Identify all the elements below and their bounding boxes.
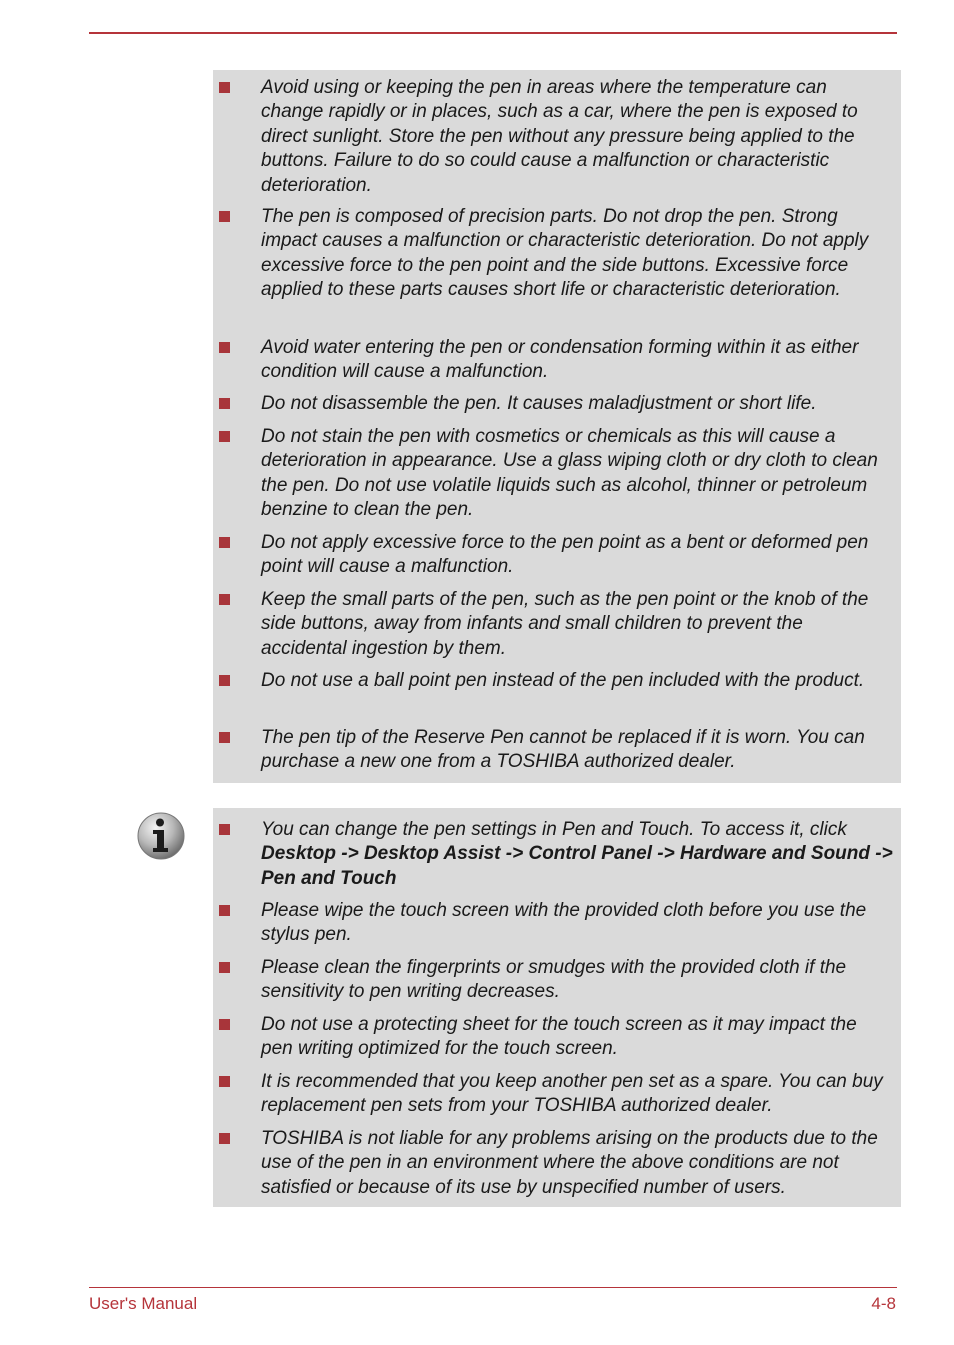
bullet-icon <box>219 398 230 409</box>
bullet-icon <box>219 1076 230 1087</box>
list-item <box>213 531 893 580</box>
list-item-text: The pen is composed of precision parts. Do not drop the pen. Strong impact causes a malfunction or characteristic deterioration. Do not apply excessive force to the pen point and the side buttons. Excessive force applied to these parts causes short life or characteristic deterioration. <box>261 206 869 301</box>
bullet-icon <box>219 594 230 605</box>
list-item-text: Do not use a protecting sheet for the touch screen as it may impact the pen writing optimized for the touch screen. <box>261 1014 857 1060</box>
footer-title: User's Manual <box>89 1294 198 1313</box>
list-item-text: Avoid using or keeping the pen in areas where the temperature can change rapidly or in places, such as a car, where the pen is exposed to direct sunlight. Store the pen without any pressure being applied to the buttons. Failure to do so could cause a malfunction or characteristic deterioration. <box>261 77 858 196</box>
bullet-icon <box>219 537 230 548</box>
caution-box <box>213 70 901 783</box>
list-item <box>213 818 893 891</box>
page-number: 4-8 <box>871 1294 896 1313</box>
menu-path: Desktop -> Desktop Assist -> Control Panel -> Hardware and Sound -> Pen and Touch <box>261 843 893 889</box>
list-item-text: You can change the pen settings in Pen and Touch. To access it, click <box>261 819 847 840</box>
list-item-text: TOSHIBA is not liable for any problems arising on the products due to the use of the pen in an environment where the above conditions are not satisfied or because of its use by unspecified number of users. <box>261 1128 878 1198</box>
bullet-icon <box>219 431 230 442</box>
header-rule <box>89 32 897 34</box>
list-item-text: Please clean the fingerprints or smudges with the provided cloth if the sensitivity to pen writing decreases. <box>261 957 847 1003</box>
list-item <box>213 336 893 385</box>
list-item-text: Do not use a ball point pen instead of the pen included with the product. <box>261 670 865 691</box>
list-item <box>213 588 893 661</box>
bullet-icon <box>219 1019 230 1030</box>
list-item-text: Do not apply excessive force to the pen point as a bent or deformed pen point will cause a malfunction. <box>261 532 869 578</box>
bullet-icon <box>219 82 230 93</box>
list-item <box>213 1127 893 1200</box>
footer-rule <box>89 1287 897 1288</box>
list-item <box>213 1013 893 1062</box>
info-icon <box>137 812 185 860</box>
list-item <box>213 1070 893 1119</box>
list-item-text: Do not stain the pen with cosmetics or chemicals as this will cause a deterioration in appearance. Use a glass wiping cloth or dry cloth to clean the pen. Do not use volatile liquids such as alcohol, thinner or petroleum benzine to clean the pen. <box>261 426 878 521</box>
list-item <box>213 899 893 948</box>
bullet-icon <box>219 1133 230 1144</box>
list-item <box>213 956 893 1005</box>
list-item-text: Please wipe the touch screen with the provided cloth before you use the stylus pen. <box>261 900 867 946</box>
list-item <box>213 726 893 775</box>
list-item-text: It is recommended that you keep another pen set as a spare. You can buy replacement pen sets from your TOSHIBA authorized dealer. <box>261 1071 883 1117</box>
note-box <box>213 808 901 1207</box>
list-item-text: Do not disassemble the pen. It causes maladjustment or short life. <box>261 393 817 414</box>
list-item <box>213 425 893 523</box>
list-item-text: Avoid water entering the pen or condensation forming within it as either condition will cause a malfunction. <box>261 337 859 383</box>
bullet-icon <box>219 732 230 743</box>
list-item <box>213 392 893 416</box>
bullet-icon <box>219 824 230 835</box>
bullet-icon <box>219 211 230 222</box>
bullet-icon <box>219 342 230 353</box>
list-item <box>213 205 893 303</box>
list-item <box>213 76 893 198</box>
list-item-text: The pen tip of the Reserve Pen cannot be replaced if it is worn. You can purchase a new one from a TOSHIBA authorized dealer. <box>261 727 865 773</box>
bullet-icon <box>219 962 230 973</box>
list-item-text: Keep the small parts of the pen, such as the pen point or the knob of the side buttons, away from infants and small children to prevent the accidental ingestion by them. <box>261 589 869 659</box>
list-item <box>213 669 893 693</box>
bullet-icon <box>219 675 230 686</box>
bullet-icon <box>219 905 230 916</box>
